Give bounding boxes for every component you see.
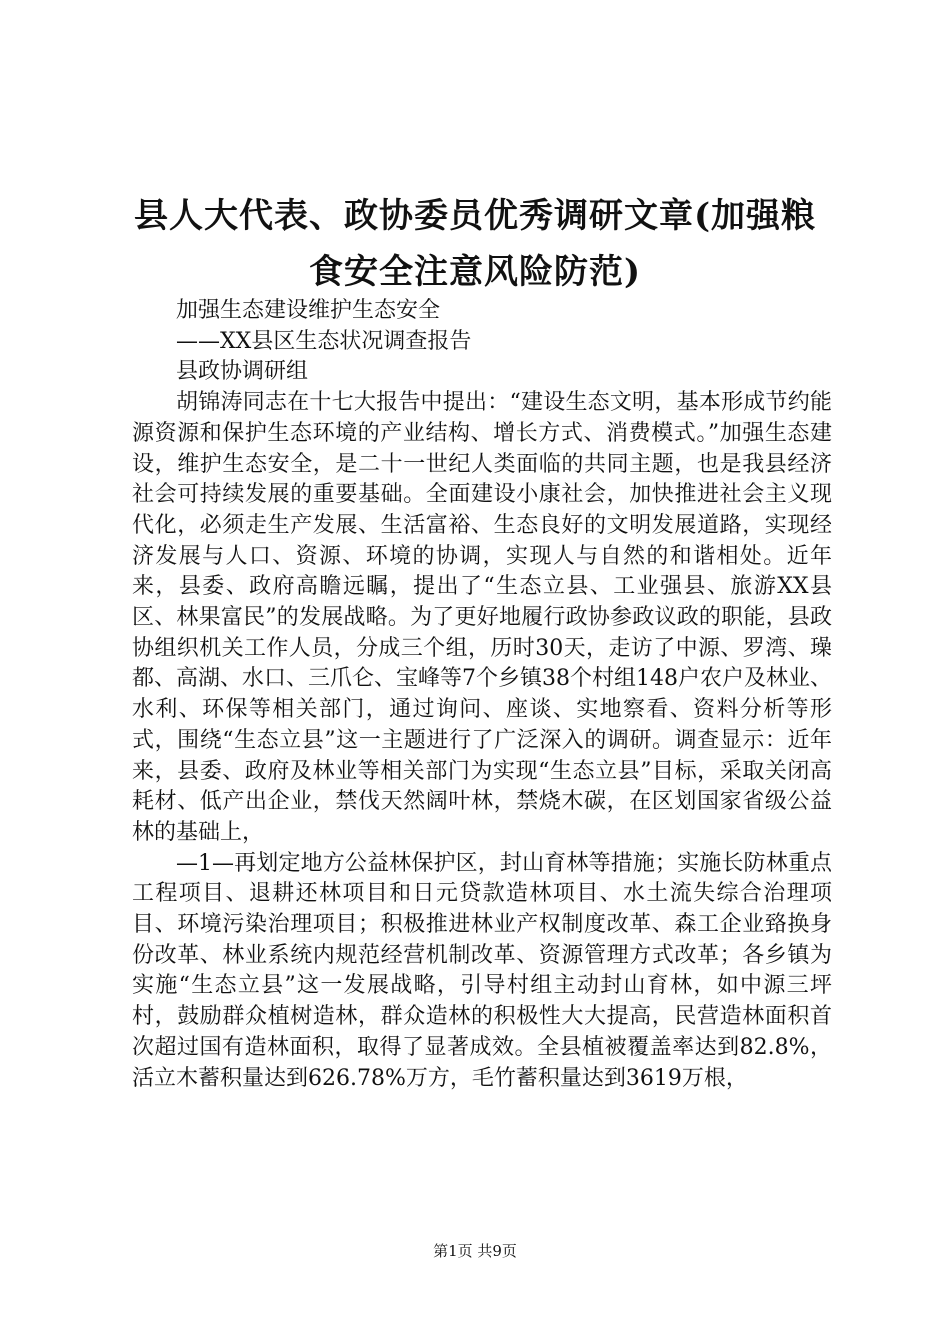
author-line: 县政协调研组 [176, 359, 309, 385]
document-title: 县人大代表、政协委员优秀调研文章(加强粮食安全注意风险防范) [133, 196, 817, 292]
paragraph: 胡锦涛同志在十七大报告中提出：“建设生态文明，基本形成节约能源资源和保护生态环境的产业结构、增长方式、消费模式。”加强生态建设，维护生态安全，是二十一世纪人类面临的共同主题，也是我县经济社会可持续发展的重要基础。全面建设小康社会，加快推进社会主义现代化，必须走生产发展、生活富裕、生态良好的文明发展道路，实现经济发展与人口、资源、环境的协调，实现人与自然的和谐相处。近年来，县委、政府高瞻远瞩，提出了“生态立县、工业强县、旅游XX县区、林果富民”的发展战略。为了更好地履行政协参政议政的职能，县政协组织机关工作人员，分成三个组，历时30天，走访了中源、罗湾、璪都、高湖、水口、三爪仑、宝峰等7个乡镇38个村组148户农户及林业、水利、环保等相关部门，通过询问、座谈、实地察看、资料分析等形式，围绕“生态立县”这一主题进行了广泛深入的调研。调查显示：近年来，县委、政府及林业等相关部门为实现“生态立县”目标，采取关闭高耗材、低产出企业，禁伐天然阔叶林，禁烧木碳，在区划国家省级公益林的基础上， [132, 390, 832, 845]
page-footer [0, 1241, 950, 1261]
document-body [132, 296, 832, 1094]
heading-line: 加强生态建设维护生态安全 [176, 298, 441, 323]
page-total: 共9页 [477, 1242, 517, 1260]
subtitle-line: ——XX县区生态状况调查报告 [176, 328, 472, 354]
page-number: 第1页 [433, 1242, 473, 1260]
paragraph: —1—再划定地方公益林保护区，封山育林等措施；实施长防林重点工程项目、退耕还林项目和日元贷款造林项目、水土流失综合治理项目、环境污染治理项目；积极推进林业产权制度改革、森工企业臵换身份改革、林业系统内规范经营机制改革、资源管理方式改革；各乡镇为实施“生态立县”这一发展战略，引导村组主动封山育林，如中源三坪村，鼓励群众植树造林，群众造林的积极性大大提高，民营造林面积首次超过国有造林面积，取得了显著成效。全县植被覆盖率达到82.8%，活立木蓄积量达到626.78%万方，毛竹蓄积量达到3619万根， [132, 850, 832, 1091]
